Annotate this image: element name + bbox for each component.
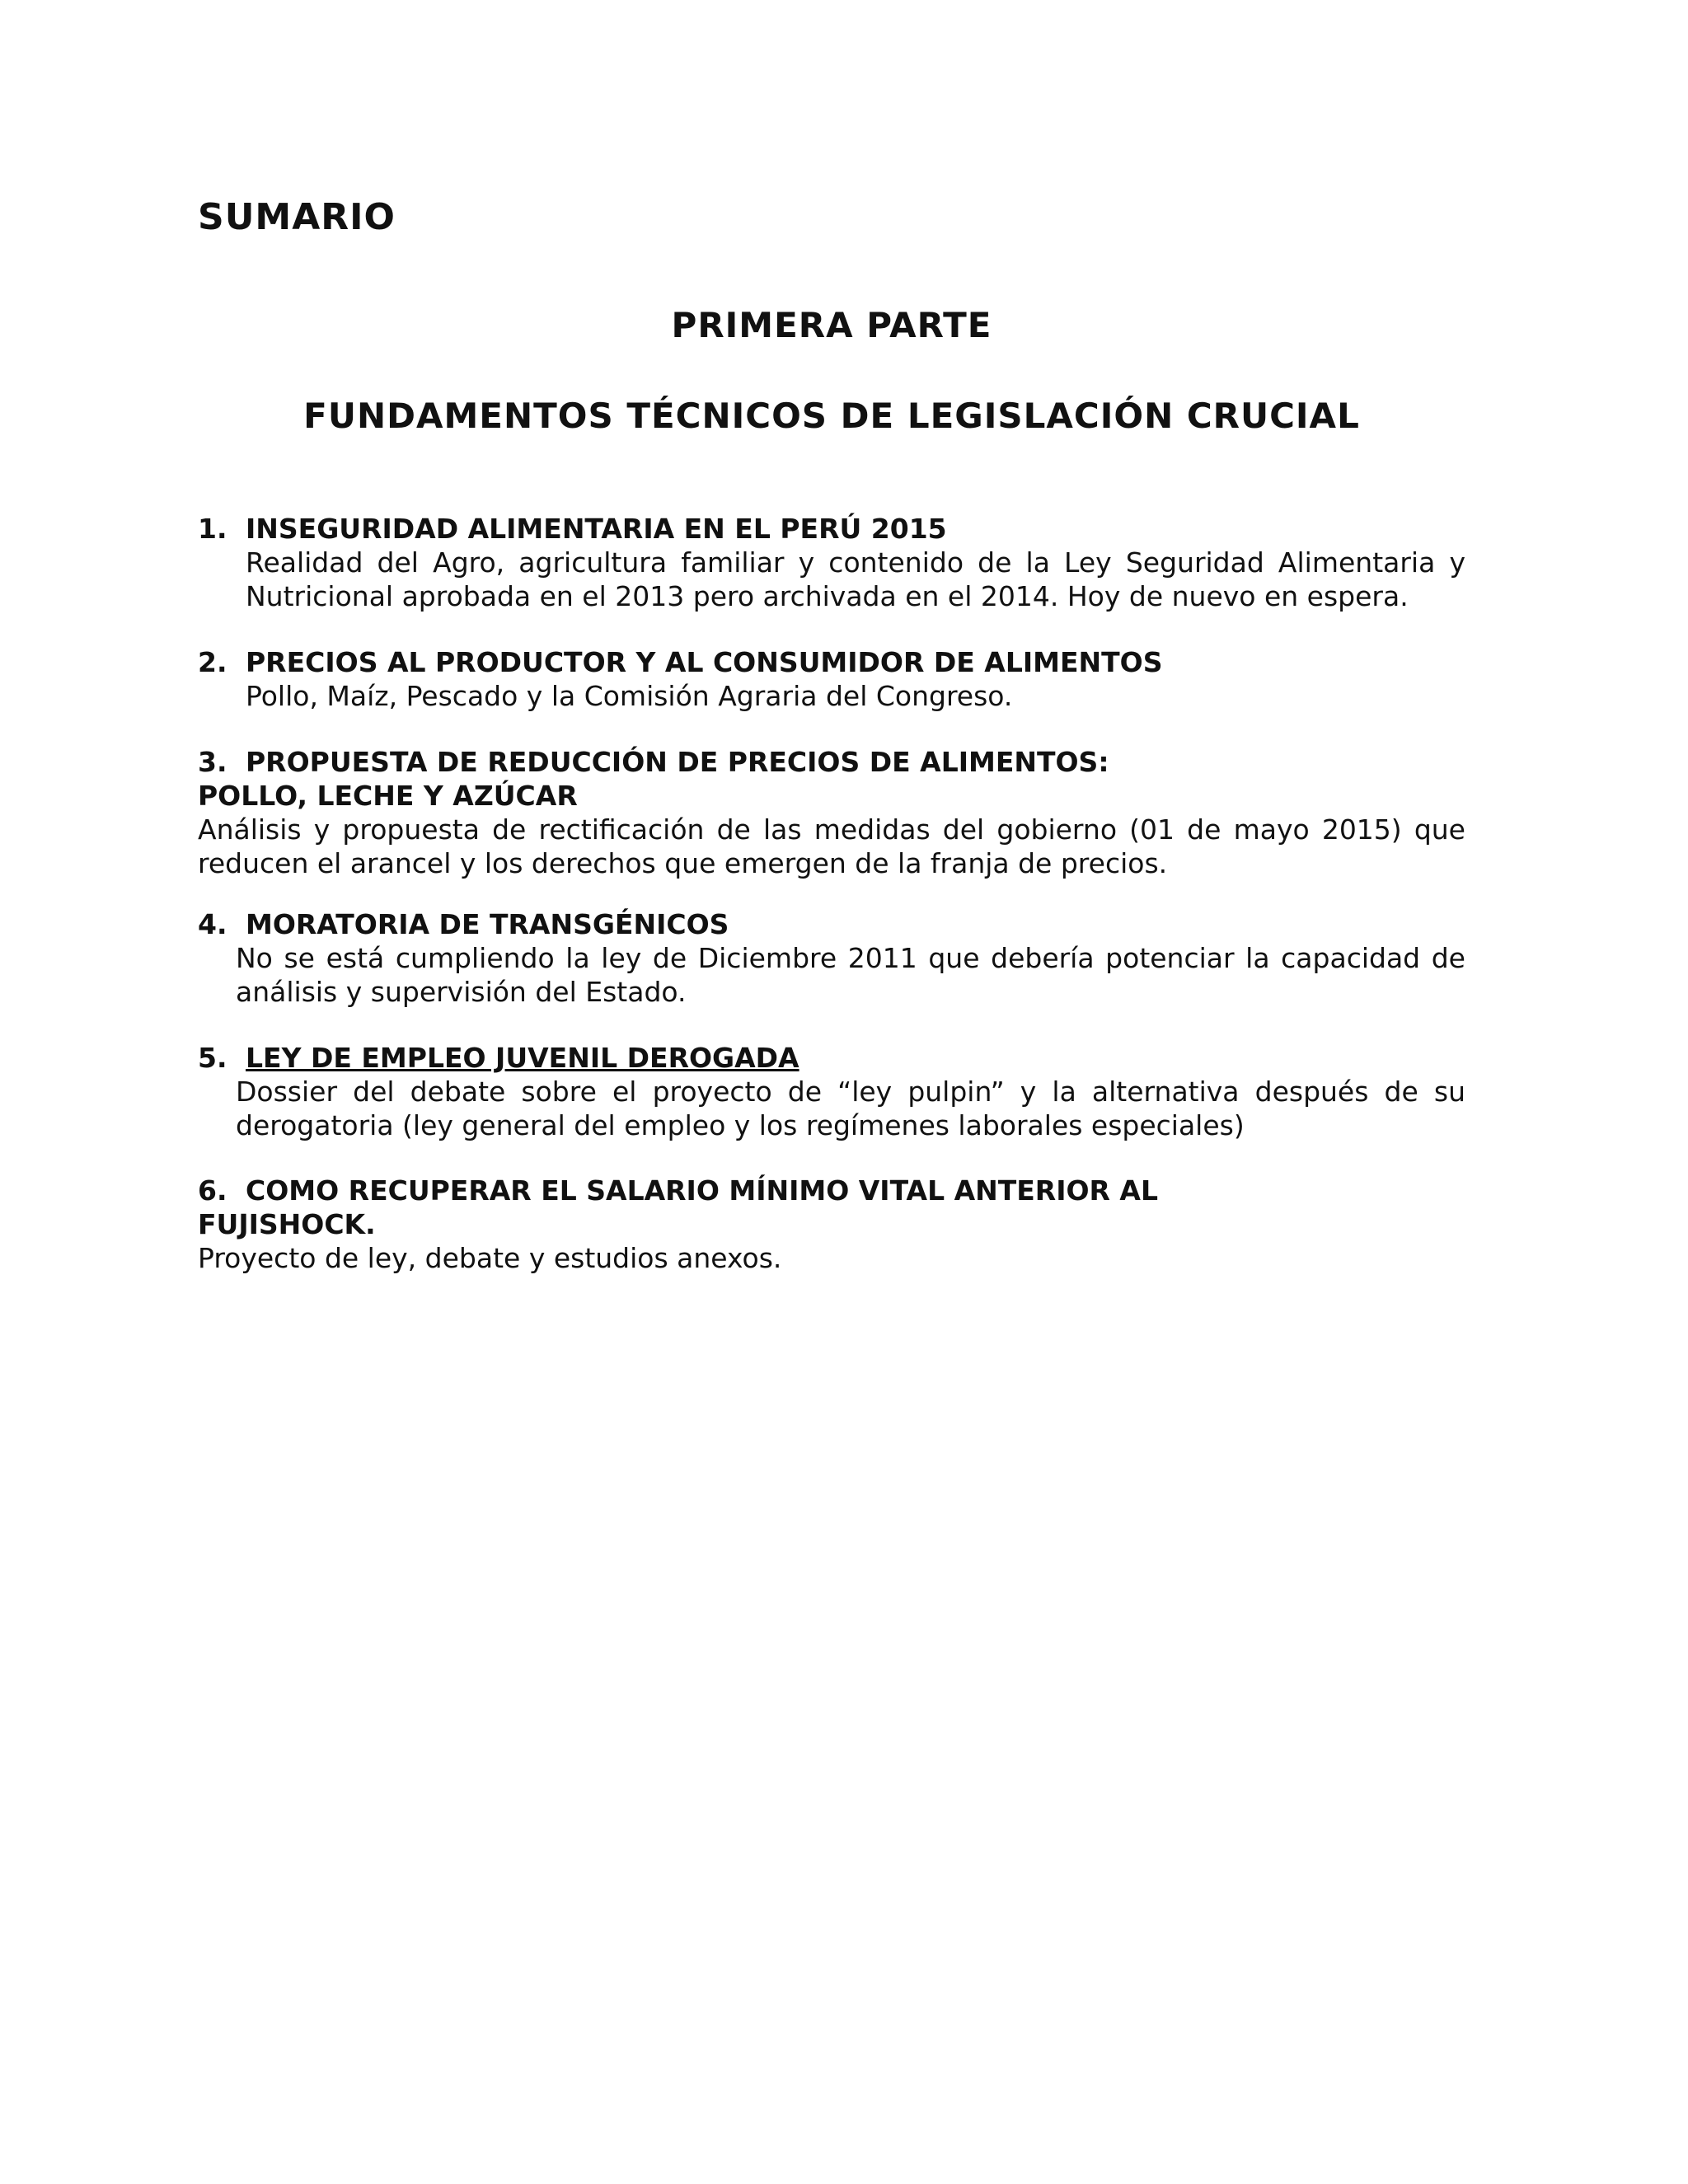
summary-item-3 <box>198 745 1465 880</box>
summary-item-1 <box>198 512 1465 613</box>
item-number: 5. <box>198 1042 227 1074</box>
item-number: 1. <box>198 513 227 545</box>
part-subtitle: FUNDAMENTOS TÉCNICOS DE LEGISLACIÓN CRUCIAL <box>303 396 1360 436</box>
item-heading <box>198 1041 1465 1075</box>
item-title-continued: POLLO, LECHE Y AZÚCAR <box>198 780 578 812</box>
summary-item-4 <box>198 907 1465 1009</box>
page-title: SUMARIO <box>198 196 396 238</box>
item-heading <box>198 1174 1465 1207</box>
item-heading <box>198 907 1465 941</box>
item-heading <box>198 745 1465 779</box>
item-description: Proyecto de ley, debate y estudios anexos. <box>198 1242 782 1274</box>
item-title: INSEGURIDAD ALIMENTARIA EN EL PERÚ 2015 <box>246 513 947 545</box>
summary-item-2 <box>198 645 1465 713</box>
item-description: No se está cumpliendo la ley de Diciembre 2011 que debería potenciar la capacidad de análisis y supervisión del Estado. <box>236 942 1465 1008</box>
item-title: LEY DE EMPLEO JUVENIL DEROGADA <box>246 1042 799 1074</box>
summary-item-5 <box>198 1041 1465 1142</box>
item-number: 2. <box>198 646 227 678</box>
summary-item-6 <box>198 1174 1465 1275</box>
item-title: PRECIOS AL PRODUCTOR Y AL CONSUMIDOR DE ALIMENTOS <box>246 646 1163 678</box>
part-title: PRIMERA PARTE <box>671 305 992 345</box>
item-description: Realidad del Agro, agricultura familiar y contenido de la Ley Seguridad Alimentaria y Nutricional aprobada en el 2013 pero archivada en el 2014. Hoy de nuevo en espera. <box>246 546 1465 612</box>
item-number: 6. <box>198 1174 227 1207</box>
item-title: PROPUESTA DE REDUCCIÓN DE PRECIOS DE ALIMENTOS: <box>246 746 1109 778</box>
item-heading <box>198 645 1465 679</box>
item-number: 4. <box>198 908 227 940</box>
item-title: COMO RECUPERAR EL SALARIO MÍNIMO VITAL ANTERIOR AL <box>246 1174 1158 1207</box>
item-description: Pollo, Maíz, Pescado y la Comisión Agraria del Congreso. <box>246 680 1013 712</box>
item-number: 3. <box>198 746 227 778</box>
item-description: Dossier del debate sobre el proyecto de “ley pulpin” y la alternativa después de su derogatoria (ley general del empleo y los regímenes laborales especiales) <box>236 1076 1465 1141</box>
item-description: Análisis y propuesta de rectificación de las medidas del gobierno (01 de mayo 2015) que reducen el arancel y los derechos que emergen de la franja de precios. <box>198 813 1465 879</box>
item-title: MORATORIA DE TRANSGÉNICOS <box>246 908 729 940</box>
item-heading <box>198 512 1465 546</box>
item-title-continued: FUJISHOCK. <box>198 1208 376 1240</box>
